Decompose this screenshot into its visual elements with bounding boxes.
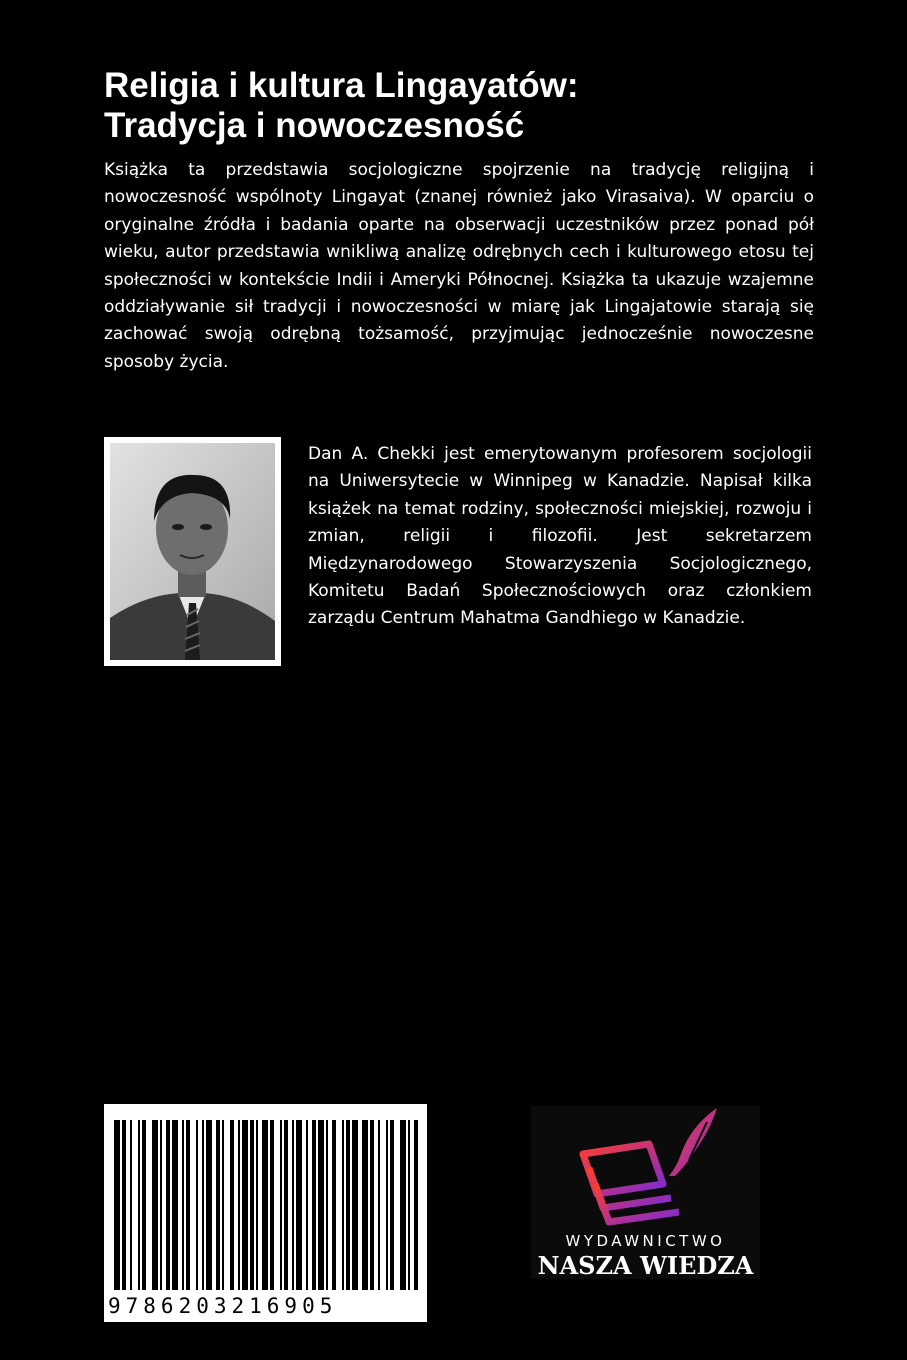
barcode-bar: [230, 1120, 234, 1290]
barcode-bar: [342, 1120, 344, 1290]
barcode-bar: [312, 1120, 316, 1290]
barcode-bar: [378, 1120, 380, 1290]
barcode-bar: [306, 1120, 308, 1290]
barcode-bar: [414, 1120, 418, 1290]
barcode-bar: [114, 1120, 120, 1290]
author-photo: [104, 437, 281, 666]
barcode-bar: [370, 1120, 374, 1290]
barcode-bar: [362, 1120, 368, 1290]
barcode-bar: [346, 1120, 350, 1290]
barcode-bar: [122, 1120, 126, 1290]
portrait-illustration: [110, 443, 275, 660]
barcode-bar: [390, 1120, 394, 1290]
barcode-bar: [206, 1120, 212, 1290]
barcode-bar: [250, 1120, 254, 1290]
barcode-bar: [262, 1120, 268, 1290]
author-bio: Dan A. Chekki jest emerytowanym profesorem socjologii na Uniwersytecie w Winnipeg w Kanadzie. Napisał kilka książek na temat rodziny, społeczności miejskiej, rozwoju i zmian, religii i filozofii. Jest sekretarzem Międzynarodowego Stowarzyszenia Socjologicznego, Komitetu Badań Społecznościowych oraz członkiem zarządu Centrum Mahatma Gandhiego w Kanadzie.: [308, 444, 812, 629]
barcode-digits: 9786203216905: [108, 1294, 338, 1318]
book-description: Książka ta przedstawia socjologiczne spojrzenie na tradycję religijną i nowoczesność wspólnoty Lingayat (znanej również jako Virasaiva). W oparciu o oryginalne źródła i badania oparte na obserwacji uczestników przez ponad pół wieku, autor przedstawia wnikliwą analizę odrębnych cech i kulturowego etosu tej społeczności w kontekście Indii i Ameryki Północnej. Książka ta ukazuje wzajemne oddziaływanie sił tradycji i nowoczesności w miarę jak Lingajatowie starają się zachować swoją odrębną tożsamość, przyjmując jednocześnie nowoczesne sposoby życia.: [104, 160, 814, 372]
book-title: [104, 66, 824, 146]
book-title-line-2: Tradycja i nowoczesność: [104, 106, 525, 145]
publisher-label: WYDAWNICTWO: [565, 1232, 726, 1250]
barcode-bar: [216, 1120, 220, 1290]
barcode-bar: [138, 1120, 140, 1290]
barcode-bar: [332, 1120, 336, 1290]
book-title-line-1: Religia i kultura Lingayatów:: [104, 66, 579, 105]
barcode-bar: [172, 1120, 178, 1290]
barcode-bar: [182, 1120, 184, 1290]
publisher-logo: [531, 1106, 760, 1279]
barcode-bars: [104, 1104, 427, 1294]
author-portrait-image: [110, 443, 275, 660]
barcode-bar: [256, 1120, 258, 1290]
barcode-bar: [242, 1120, 248, 1290]
barcode-bar: [222, 1120, 224, 1290]
barcode-bar: [280, 1120, 282, 1290]
isbn-barcode: [104, 1104, 427, 1322]
barcode-bar: [284, 1120, 288, 1290]
barcode-bar: [166, 1120, 170, 1290]
publisher-name: NASZA WIEDZA: [537, 1251, 754, 1280]
barcode-bar: [400, 1120, 406, 1290]
barcode-bar: [270, 1120, 274, 1290]
barcode-bar: [202, 1120, 204, 1290]
barcode-bar: [352, 1120, 358, 1290]
barcode-bar: [130, 1120, 132, 1290]
barcode-bar: [318, 1120, 324, 1290]
book-quill-icon: [531, 1106, 760, 1232]
barcode-bar: [196, 1120, 198, 1290]
barcode-bar: [296, 1120, 302, 1290]
barcode-bar: [186, 1120, 190, 1290]
barcode-bar: [386, 1120, 388, 1290]
barcode-bar: [142, 1120, 146, 1290]
barcode-bar: [292, 1120, 294, 1290]
barcode-bar: [408, 1120, 410, 1290]
barcode-bar: [152, 1120, 158, 1290]
barcode-bar: [160, 1120, 162, 1290]
barcode-bar: [326, 1120, 328, 1290]
barcode-bar: [238, 1120, 240, 1290]
